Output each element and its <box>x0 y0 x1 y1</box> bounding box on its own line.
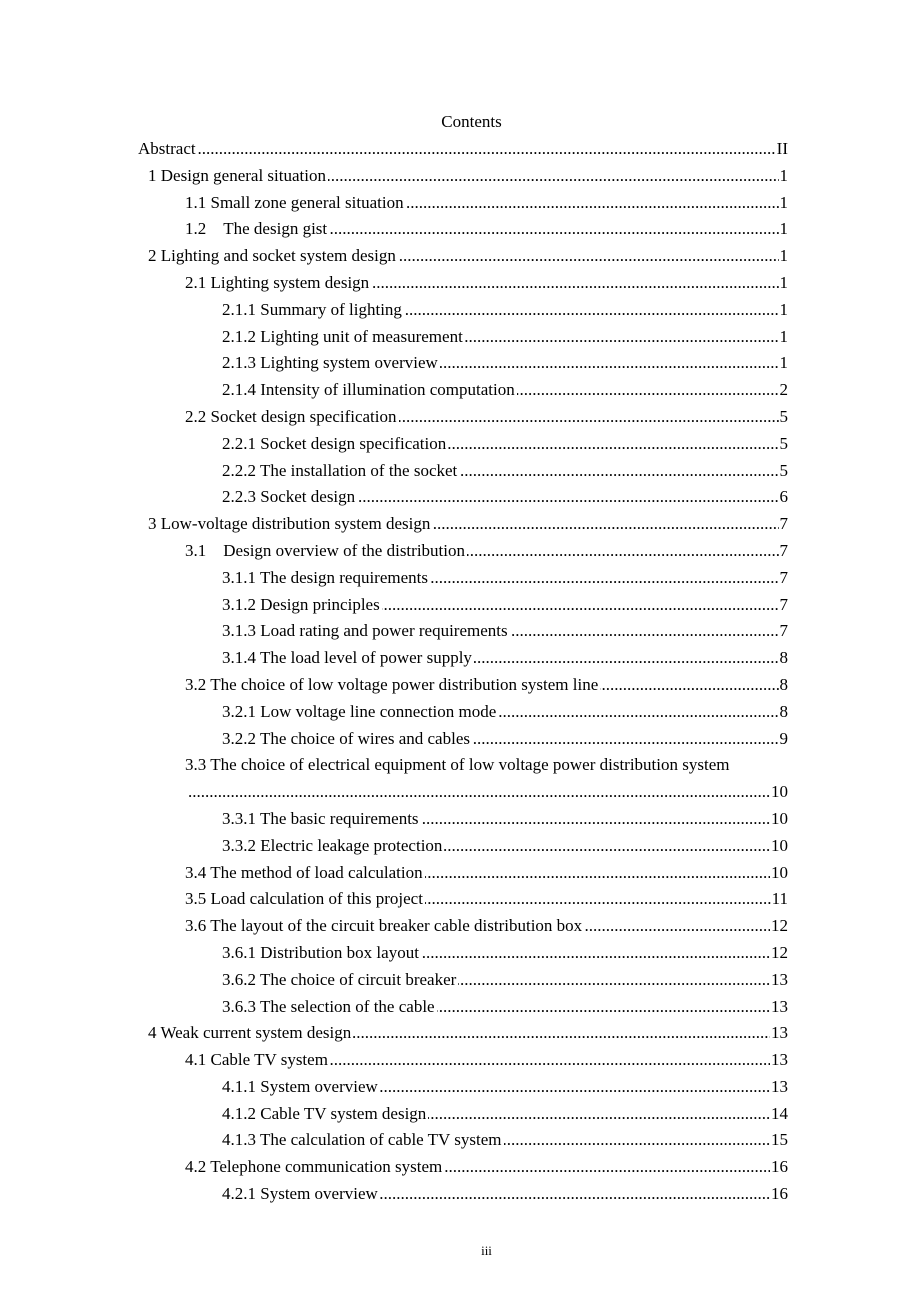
toc-entry-label: 2.1.2 Lighting unit of measurement <box>222 326 463 346</box>
toc-entry[interactable] <box>0 460 920 487</box>
toc-entry[interactable] <box>0 942 920 969</box>
toc-entry[interactable] <box>0 513 920 540</box>
toc-entry-page: 14 <box>771 1103 788 1123</box>
toc-entry-label: 3.3.1 The basic requirements <box>222 808 419 828</box>
toc-entry-label: 2.1.3 Lighting system overview <box>222 353 438 373</box>
toc-entry-page: 1 <box>779 326 788 346</box>
toc-entry-page: 11 <box>771 889 788 909</box>
toc-entry-label: 4.1.3 The calculation of cable TV system <box>222 1130 502 1150</box>
toc-entry[interactable] <box>0 1049 920 1076</box>
toc-entry-label: 1 Design general situation <box>148 165 326 185</box>
toc-entry-label: 3.1.4 The load level of power supply <box>222 648 472 668</box>
toc-entry-label: 3.6.2 The choice of circuit breaker <box>222 969 457 989</box>
toc-entry-page: 12 <box>771 916 788 936</box>
toc-entry-label: 2.2.2 The installation of the socket <box>222 460 458 480</box>
toc-entry-page: 10 <box>771 835 788 855</box>
toc-entry-page: 7 <box>779 621 788 641</box>
toc-dot-leader <box>188 781 788 803</box>
toc-entry-page: 5 <box>779 406 788 426</box>
toc-entry[interactable] <box>0 486 920 513</box>
toc-entry-label: 3.6.3 The selection of the cable <box>222 996 435 1016</box>
toc-entry[interactable] <box>0 379 920 406</box>
toc-entry-page: 13 <box>771 1023 788 1043</box>
toc-entry-label: 2.1.1 Summary of lighting <box>222 299 402 319</box>
toc-entry-page: 8 <box>779 648 788 668</box>
toc-entry-label: 3.1.3 Load rating and power requirements <box>222 621 508 641</box>
toc-entry[interactable] <box>0 540 920 567</box>
toc-entry[interactable] <box>0 620 920 647</box>
toc-entry-page: 10 <box>771 862 788 882</box>
page-number: iii <box>481 1243 492 1258</box>
toc-entry-label: 3.1 Design overview of the distribution <box>185 540 465 560</box>
toc-entry-page: 13 <box>771 969 788 989</box>
toc-entry-page: 5 <box>779 460 788 480</box>
toc-entry-label: 3.2.1 Low voltage line connection mode <box>222 701 497 721</box>
toc-entry-page: 8 <box>779 701 788 721</box>
toc-entry-label: 2.1 Lighting system design <box>185 272 370 292</box>
toc-entry[interactable] <box>0 1156 920 1183</box>
toc-entry[interactable] <box>0 1183 920 1210</box>
toc-entry-page: 13 <box>771 1076 788 1096</box>
toc-entry-page: 16 <box>771 1157 788 1177</box>
toc-entry-page: 1 <box>779 299 788 319</box>
toc-entry-label: 3.1.2 Design principles <box>222 594 380 614</box>
toc-entry-page: 7 <box>779 540 788 560</box>
toc-entry[interactable] <box>0 165 920 192</box>
toc-entry[interactable] <box>0 915 920 942</box>
toc-entry-label: 2 Lighting and socket system design <box>148 246 396 266</box>
toc-entry[interactable] <box>0 701 920 728</box>
toc-entry[interactable] <box>0 352 920 379</box>
toc-entry-page: 1 <box>779 192 788 212</box>
toc-entry-label: 3.6.1 Distribution box layout <box>222 942 419 962</box>
toc-entry[interactable] <box>0 192 920 219</box>
toc-entry[interactable] <box>0 406 920 433</box>
toc-entry-label: 4.2.1 System overview <box>222 1184 378 1204</box>
toc-entry-label: 1.1 Small zone general situation <box>185 192 404 212</box>
toc-entry-page: 8 <box>779 674 788 694</box>
toc-entry-label: 4.1.2 Cable TV system design <box>222 1103 427 1123</box>
toc-entry[interactable] <box>0 326 920 353</box>
toc-entry-label: 3 Low-voltage distribution system design <box>148 514 431 534</box>
toc-dot-leader <box>138 138 788 160</box>
toc-entry[interactable] <box>0 1076 920 1103</box>
toc-entry[interactable] <box>0 299 920 326</box>
toc-entry-page: 7 <box>779 514 788 534</box>
toc-entry[interactable] <box>0 996 920 1023</box>
toc-entry-page: 5 <box>779 433 788 453</box>
toc-entry[interactable] <box>0 888 920 915</box>
toc-entry[interactable] <box>0 218 920 245</box>
toc-entry-page: 1 <box>779 219 788 239</box>
toc-entry-page: 13 <box>771 1050 788 1070</box>
toc-entry-page: 15 <box>771 1130 788 1150</box>
toc-entry[interactable] <box>0 245 920 272</box>
toc-entry-page: 9 <box>779 728 788 748</box>
toc-entry-page: 1 <box>779 272 788 292</box>
toc-entry-page: 1 <box>779 165 788 185</box>
toc-entry[interactable] <box>0 1022 920 1049</box>
page-title: Contents <box>441 112 502 131</box>
toc-entry-label: 1.2 The design gist <box>185 219 328 239</box>
toc-entry-label: 4.1.1 System overview <box>222 1076 378 1096</box>
toc-entry-continuation[interactable] <box>0 781 920 808</box>
toc-entry[interactable] <box>0 138 920 165</box>
toc-entry-label: 3.3.2 Electric leakage protection <box>222 835 443 855</box>
toc-entry-page: 10 <box>771 808 788 828</box>
toc-entry[interactable] <box>0 1129 920 1156</box>
toc-entry-label: 3.1.1 The design requirements <box>222 567 429 587</box>
toc-entry-label: Abstract <box>138 139 196 158</box>
toc-entry-page: II <box>776 139 788 158</box>
toc-entry[interactable] <box>0 835 920 862</box>
toc-entry-label: 2.1.4 Intensity of illumination computation <box>222 380 515 400</box>
toc-entry-page: 6 <box>779 487 788 507</box>
toc-entry-page: 1 <box>779 353 788 373</box>
toc-entry-page: 13 <box>771 996 788 1016</box>
toc-entry[interactable] <box>0 433 920 460</box>
toc-entry-label: 4.1 Cable TV system <box>185 1050 328 1070</box>
toc-entry-page: 7 <box>779 594 788 614</box>
toc-entry-label: 2.2.1 Socket design specification <box>222 433 447 453</box>
toc-entry[interactable] <box>0 808 920 835</box>
toc-entry-page: 7 <box>779 567 788 587</box>
toc-entry-label: 3.2 The choice of low voltage power distribution system line <box>185 674 599 694</box>
toc-entry-label: 3.2.2 The choice of wires and cables <box>222 728 470 748</box>
toc-entry-page: 2 <box>779 380 788 400</box>
toc-entry-page: 1 <box>779 246 788 266</box>
toc-entry-page: 10 <box>771 782 788 802</box>
toc-entry-label: 3.4 The method of load calculation <box>185 862 423 882</box>
toc-entry-label: 3.3 The choice of electrical equipment of low voltage power distribution system <box>185 755 730 775</box>
toc-entry[interactable] <box>0 272 920 299</box>
toc-entry[interactable] <box>0 969 920 996</box>
toc-entry-label: 4.2 Telephone communication system <box>185 1157 443 1177</box>
toc-entry[interactable] <box>0 674 920 701</box>
toc-entry-label: 3.5 Load calculation of this project <box>185 889 423 909</box>
toc-entry-page: 12 <box>771 942 788 962</box>
toc-entry[interactable] <box>0 1103 920 1130</box>
toc-entry[interactable] <box>0 594 920 621</box>
toc-entry[interactable] <box>0 754 920 781</box>
toc-entry-label: 2.2 Socket design specification <box>185 406 397 426</box>
toc-entry[interactable] <box>0 728 920 755</box>
toc-entry[interactable] <box>0 862 920 889</box>
table-of-contents <box>0 138 920 1210</box>
toc-entry-label: 2.2.3 Socket design <box>222 487 356 507</box>
toc-entry-label: 3.6 The layout of the circuit breaker cable distribution box <box>185 916 583 936</box>
toc-entry-label: 4 Weak current system design <box>148 1023 352 1043</box>
toc-entry-page: 16 <box>771 1184 788 1204</box>
toc-entry[interactable] <box>0 647 920 674</box>
toc-entry[interactable] <box>0 567 920 594</box>
